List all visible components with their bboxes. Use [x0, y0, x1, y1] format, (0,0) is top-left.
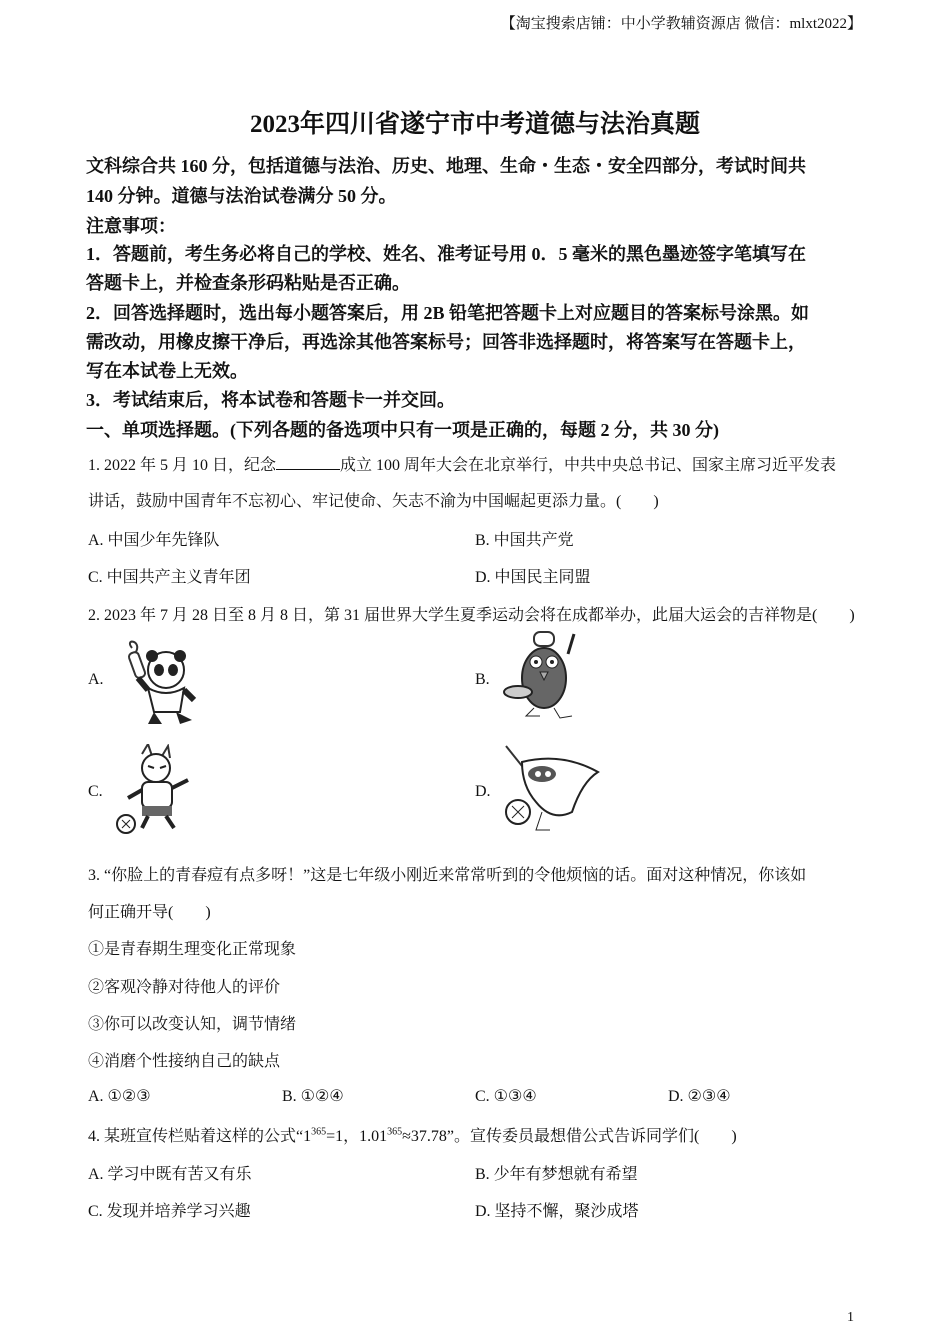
page-title: 2023年四川省遂宁市中考道德与法治真题 [249, 111, 700, 138]
page-number: 1 [847, 1310, 854, 1325]
section-heading: 一、单项选择题。(下列各题的备选项中只有一项是正确的，每题 2 分，共 30 分) [86, 420, 719, 440]
intro-line-1: 文科综合共 160 分，包括道德与法治、历史、地理、生命・生态・安全四部分，考试时间共 [86, 156, 806, 176]
q3-stem-line-2: 何正确开导( ) [88, 904, 211, 921]
q1-blank [276, 455, 340, 470]
q1-option-a: A. 中国少年先锋队 [88, 532, 220, 549]
q4-option-b: B. 少年有梦想就有希望 [475, 1166, 638, 1183]
q2-stem: 2. 2023 年 7 月 28 日至 8 月 8 日，第 31 届世界大学生夏季运动会将在成都举办，此届大运会的吉祥物是( ) [88, 607, 855, 624]
q4-stem-part-b: =1，1.01 [326, 1128, 388, 1145]
q1-option-b: B. 中国共产党 [475, 532, 574, 549]
q3-option-b: B. ①②④ [282, 1088, 344, 1105]
q3-statement-3: ③你可以改变认知，调节情绪 [88, 1016, 297, 1033]
q4-stem-part-c: ≈37.78”。宣传委员最想借公式告诉同学们( ) [402, 1128, 737, 1145]
notice-item-2-line-3: 写在本试卷上无效。 [86, 361, 248, 381]
q2-option-d: D. [475, 783, 491, 800]
q3-option-a: A. ①②③ [88, 1088, 151, 1105]
header-note: 【淘宝搜索店铺：中小学教辅资源店 微信：mlxt2022】 [500, 16, 862, 32]
q3-statement-4: ④消磨个性接纳自己的缺点 [88, 1053, 281, 1070]
notice-item-3: 3．考试结束后，将本试卷和答题卡一并交回。 [86, 390, 455, 410]
wolf-soccer-mascot-image [112, 744, 202, 834]
q4-stem-part-a: 4. 某班宣传栏贴着这样的公式“1 [88, 1128, 312, 1145]
intro-line-2: 140 分钟。道德与法治试卷满分 50 分。 [86, 186, 397, 206]
q2-option-a: A. [88, 671, 104, 688]
q3-option-d: D. ②③④ [668, 1088, 731, 1105]
q3-statement-2: ②客观冷静对待他人的评价 [88, 979, 281, 996]
q1-stem-line-1 [88, 452, 836, 475]
panda-mascot-image [114, 638, 204, 728]
q1-stem-part-a: 1. 2022 年 5 月 10 日，纪念 [88, 457, 277, 474]
q1-stem-line-2: 讲话，鼓励中国青年不忘初心、牢记使命、矢志不渝为中国崛起更添力量。( ) [88, 493, 659, 510]
chef-bird-mascot-image [500, 630, 590, 720]
q3-option-c: C. ①③④ [475, 1088, 537, 1105]
q2-option-b: B. [475, 671, 490, 688]
notice-item-1-line-2: 答题卡上，并检查条形码粘贴是否正确。 [86, 273, 410, 293]
q4-exponent-2: 365 [387, 1126, 403, 1138]
q2-option-c: C. [88, 783, 103, 800]
notice-heading: 注意事项： [86, 216, 176, 236]
q1-stem-part-b: 成立 100 周年大会在北京举行，中共中央总书记、国家主席习近平发表 [340, 457, 837, 474]
q4-option-d: D. 坚持不懈，聚沙成塔 [475, 1203, 639, 1220]
q3-statement-1: ①是青春期生理变化正常现象 [88, 941, 297, 958]
notice-item-2-line-2: 需改动，用橡皮擦干净后，再选涂其他答案标号；回答非选择题时，将答案写在答题卡上， [86, 332, 806, 352]
notice-item-1-line-1: 1．答题前，考生务必将自己的学校、姓名、准考证号用 0．5 毫米的黑色墨迹签字笔填写在 [86, 244, 806, 264]
q1-option-d: D. 中国民主同盟 [475, 569, 591, 586]
q4-exponent-1: 365 [311, 1126, 327, 1138]
q3-stem-line-1: 3. “你脸上的青春痘有点多呀！”这是七年级小刚近来常常听到的令他烦恼的话。面对这种情况，你该如 [88, 867, 807, 884]
q4-stem [88, 1123, 737, 1146]
bird-soccer-mascot-image [502, 742, 602, 832]
q1-option-c: C. 中国共产主义青年团 [88, 569, 251, 586]
notice-item-2-line-1: 2．回答选择题时，选出每小题答案后，用 2B 铅笔把答题卡上对应题目的答案标号涂黑。如 [86, 303, 810, 323]
q4-option-c: C. 发现并培养学习兴趣 [88, 1203, 251, 1220]
q4-option-a: A. 学习中既有苦又有乐 [88, 1166, 252, 1183]
